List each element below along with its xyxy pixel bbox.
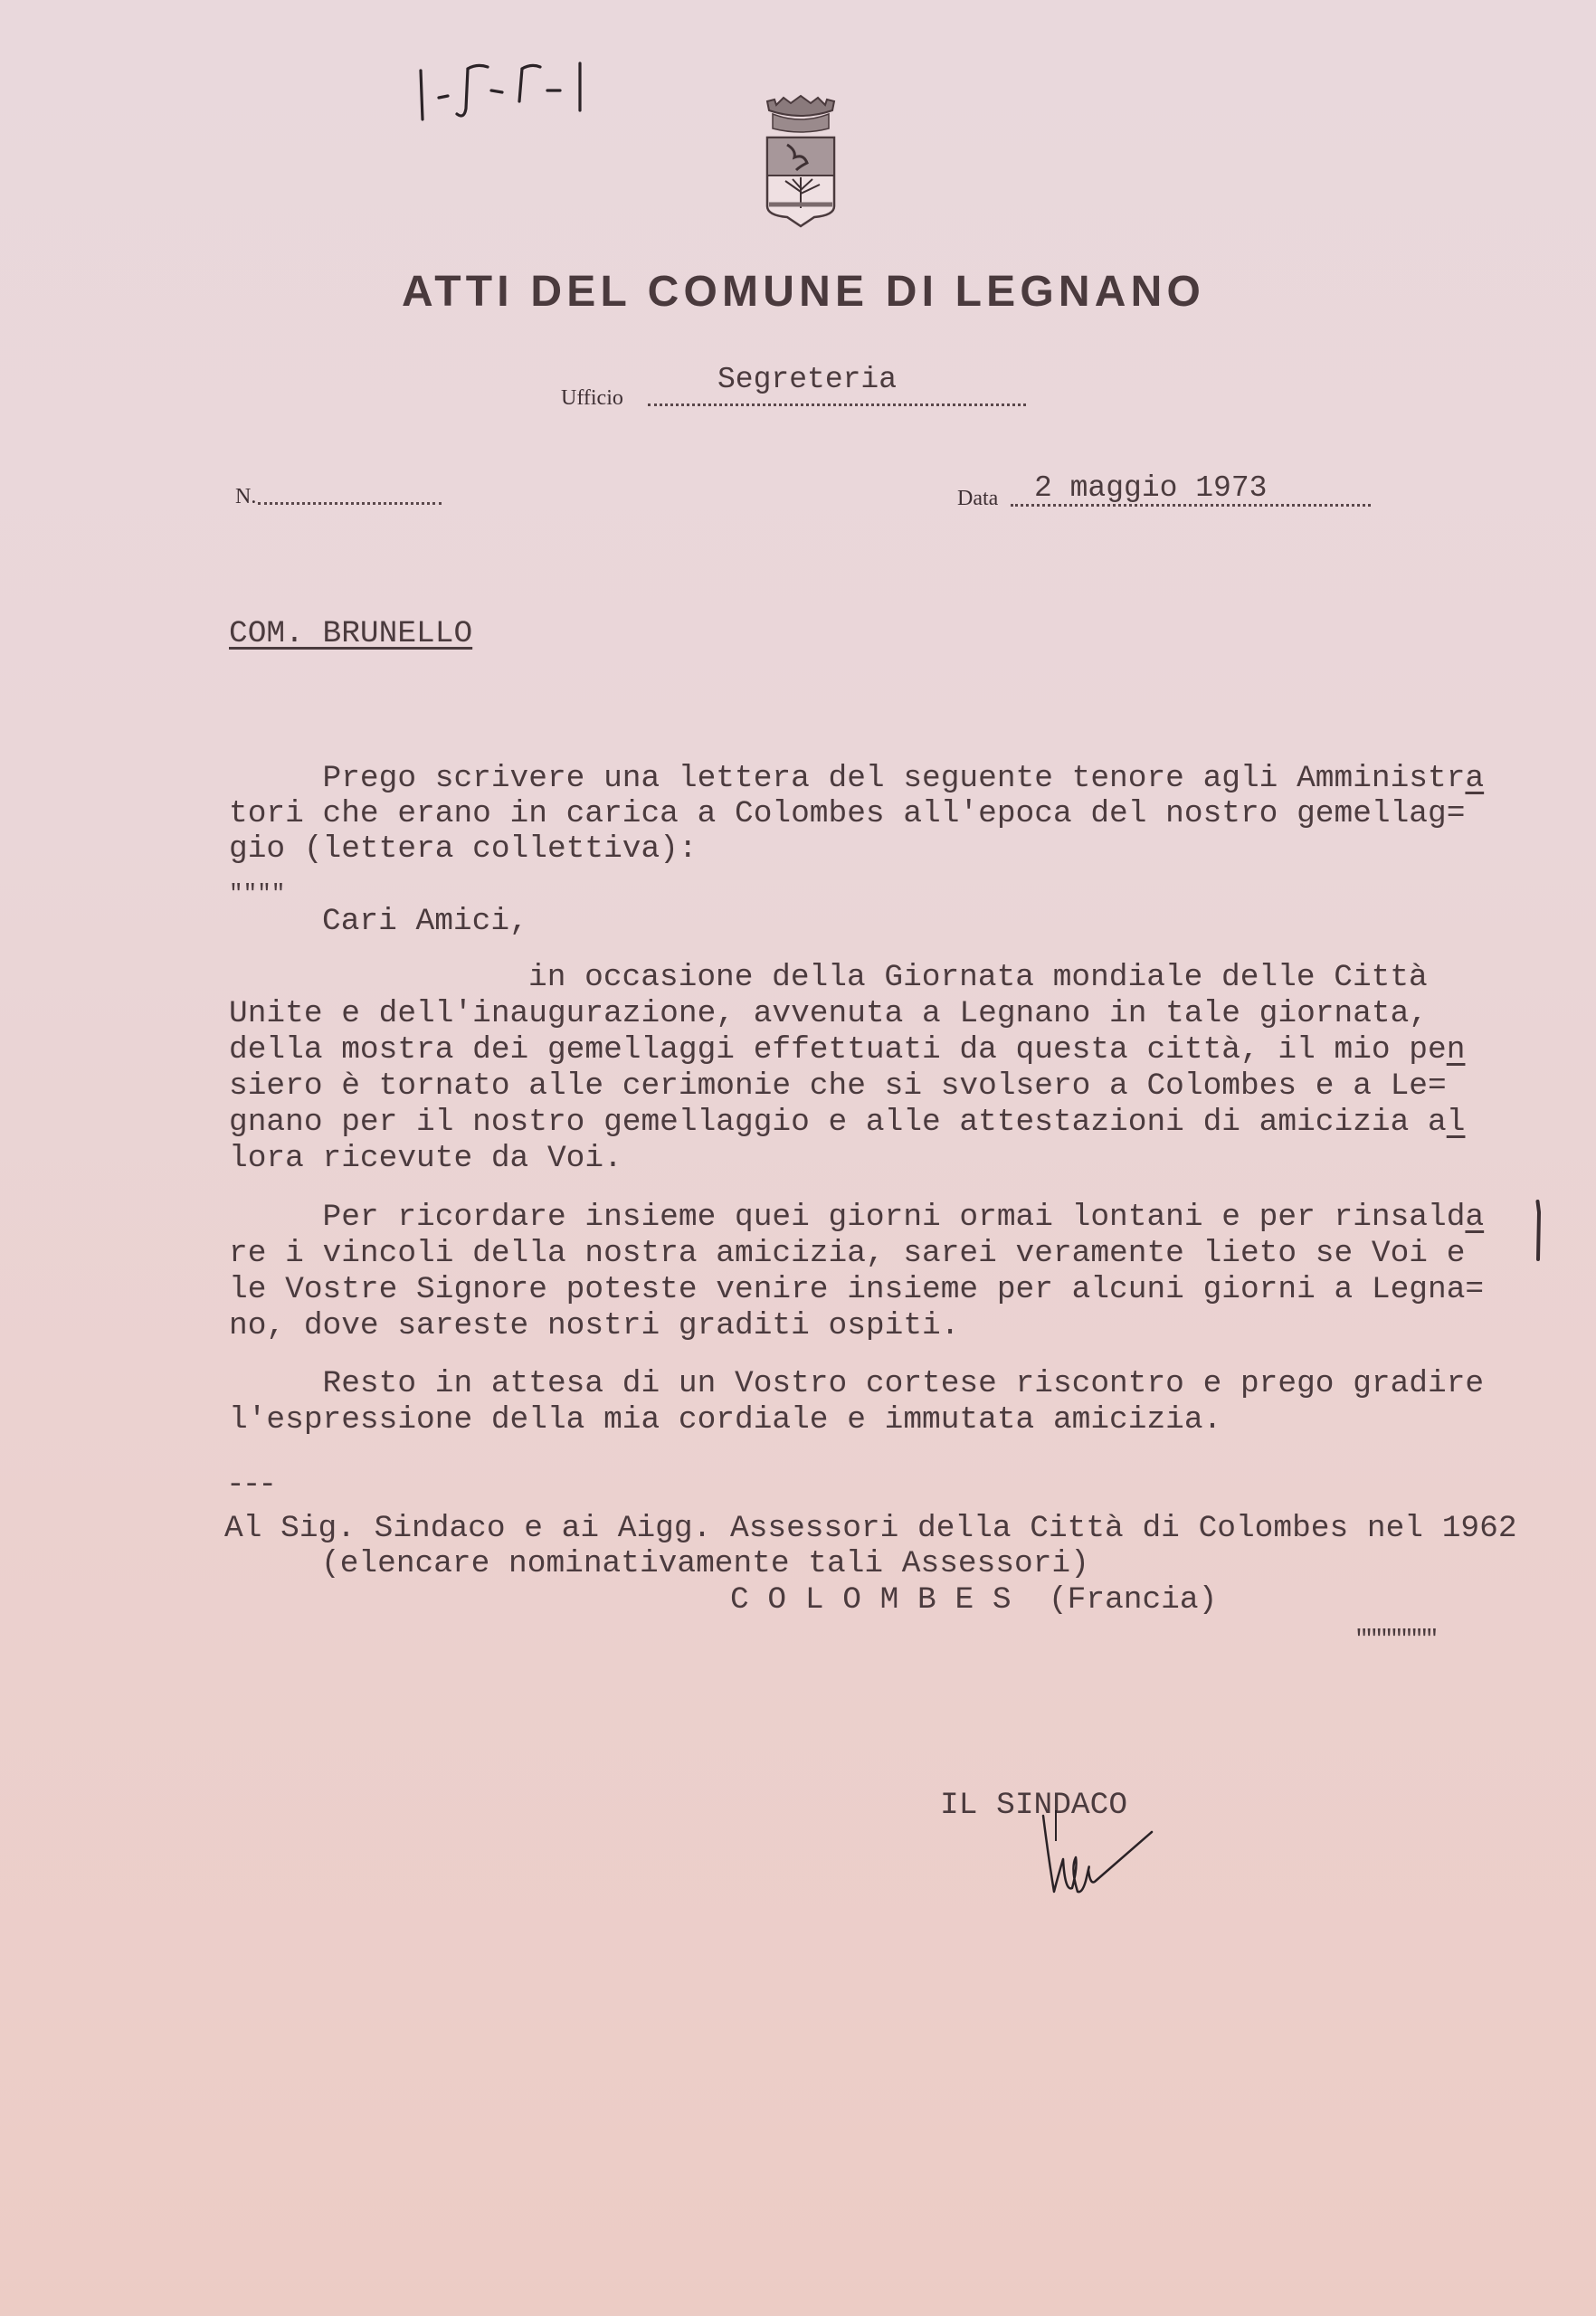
handwritten-reference-number [412,56,602,128]
letterhead-title: ATTI DEL COMUNE DI LEGNANO [401,268,1206,316]
ufficio-label: Ufficio [561,386,623,410]
number-dotted-line [258,502,442,505]
letter-p1-line-3-text: della mostra dei gemellaggi effettuati da questa città, il mio pe [229,1032,1447,1068]
underlined-char: l [1446,1105,1466,1140]
letter-p2-line-2: re i vincoli della nostra amicizia, sarei veramente lieto se Voi e [229,1236,1466,1271]
letter-p2-line-1 [229,1200,1484,1236]
letter-p1-line-6: lora ricevute da Voi. [229,1141,622,1176]
handwritten-signature-icon [1036,1805,1154,1900]
date-value: 2 maggio 1973 [1034,471,1268,505]
signatory-title: IL SINDACO [940,1788,1128,1823]
intro-line-1 [229,761,1484,797]
letter-p1-line-3 [229,1032,1465,1068]
handwritten-reference-text [412,56,414,57]
open-quotes: """" [229,880,286,907]
letter-p2-line-3: le Vostre Signore poteste venire insieme per alcuni giorni a Legna= [229,1272,1485,1307]
date-label: Data [957,487,999,510]
coat-of-arms-icon [760,90,841,231]
letter-p1-line-4: siero è tornato alle cerimonie che si svolsero a Colombes e a Le= [229,1068,1447,1104]
intro-line-1-text: Prego scrivere una lettera del seguente tenore agli Amministr [229,761,1466,796]
recipient-heading: COM. BRUNELLO [229,616,473,651]
salutation: Cari Amici, [322,904,528,939]
letter-p1-line-5 [229,1105,1465,1141]
intro-line-2: tori che erano in carica a Colombes all'epoca del nostro gemellag= [229,796,1466,831]
ufficio-dotted-line [648,403,1026,406]
close-quotes: """""""" [1354,1626,1435,1653]
letter-p1-line-1: in occasione della Giornata mondiale delle Città [528,960,1428,995]
number-label: N. [235,485,257,508]
underlined-char: a [1465,1200,1485,1235]
letter-p3-line-1: Resto in attesa di un Vostro cortese riscontro e prego gradire [229,1366,1485,1401]
letter-p1-line-2: Unite e dell'inaugurazione, avvenuta a Legnano in tale giornata, [229,996,1429,1031]
underlined-char: n [1446,1032,1466,1068]
letter-p2-line-1-text: Per ricordare insieme quei giorni ormai lontani e per rinsald [229,1200,1466,1235]
letter-p1-line-5-text: gnano per il nostro gemellaggio e alle attestazioni di amicizia a [229,1105,1447,1140]
letter-p3-line-2: l'espressione della mia cordiale e immutata amicizia. [229,1402,1222,1438]
address-line-3: C O L O M B E S (Francia) [730,1582,1218,1618]
ufficio-value: Segreteria [717,363,898,396]
margin-mark-icon [1534,1200,1541,1261]
separator-dashes: --- [226,1467,275,1503]
intro-line-3: gio (lettera collettiva): [229,831,698,867]
address-line-1: Al Sig. Sindaco e ai Aigg. Assessori della Città di Colombes nel 1962 [224,1511,1517,1546]
underlined-char: a [1465,761,1485,796]
address-line-2: (elencare nominativamente tali Assessori) [321,1546,1089,1581]
letter-p2-line-4: no, dove sareste nostri graditi ospiti. [229,1308,960,1343]
